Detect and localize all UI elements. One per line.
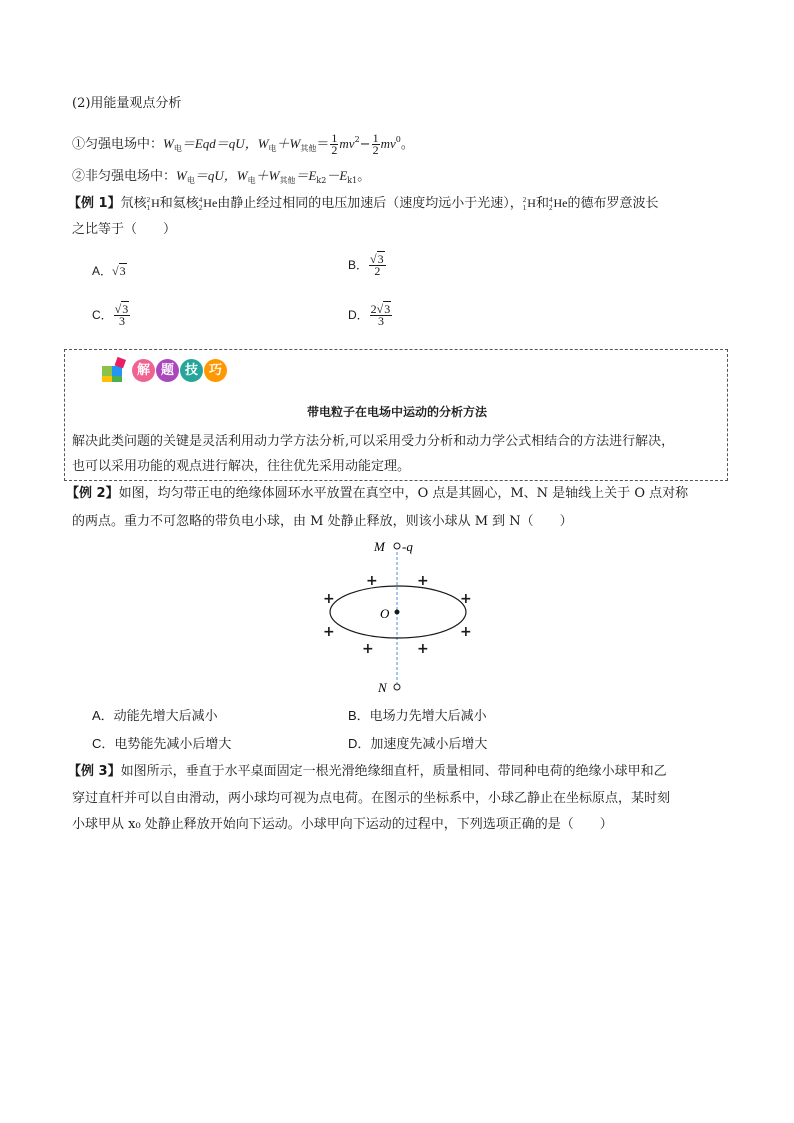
frac-den: 3 bbox=[118, 314, 125, 328]
he-mass: 4 bbox=[198, 195, 203, 204]
tip-char-qiao: 巧 bbox=[204, 359, 227, 382]
option-text: 动能先增大后减小 bbox=[113, 709, 218, 724]
label-charge: -q bbox=[402, 539, 413, 554]
option-label: A． bbox=[92, 264, 113, 278]
example1-option-c[interactable] bbox=[92, 304, 131, 327]
text-e: 的德布罗意波长 bbox=[567, 196, 659, 211]
radicand: 3 bbox=[377, 252, 384, 266]
sub-field: 电 bbox=[247, 176, 256, 185]
label-o: O bbox=[380, 606, 390, 621]
plus-sign: + bbox=[417, 641, 429, 657]
example1-option-b[interactable] bbox=[348, 254, 387, 277]
option-label: D． bbox=[348, 736, 371, 751]
section-heading: (2)用能量观点分析 bbox=[72, 96, 182, 111]
uniform-prefix: ①匀强电场中： bbox=[72, 137, 164, 152]
example3-line3: 小球甲从 x₀ 处静止释放开始向下运动。小球甲向下运动的过程中，下列选项正确的是（ ） bbox=[72, 817, 613, 832]
frac-den: 2 bbox=[374, 264, 381, 278]
option-d-fraction bbox=[370, 304, 393, 327]
radicand: 3 bbox=[384, 302, 391, 316]
option-label: D． bbox=[348, 308, 369, 322]
example3-line2: 穿过直杆并可以自由滑动，两小球均可视为点电荷。在图示的坐标系中，小球乙静止在坐标原点，某时刻 bbox=[72, 791, 671, 806]
sub-field: 电 bbox=[186, 176, 195, 185]
plus-sign: + bbox=[417, 573, 429, 589]
sub-other: 其他 bbox=[300, 144, 317, 153]
nucleus-he: He bbox=[203, 196, 218, 210]
frac-num: 1 bbox=[372, 131, 379, 145]
minus: − bbox=[359, 137, 371, 152]
text-a: 氘核 bbox=[120, 196, 147, 211]
eq-part-3: ＝ bbox=[316, 137, 330, 152]
eq-part-1: ＝qU， bbox=[194, 168, 237, 183]
plus-sign: + bbox=[366, 573, 378, 589]
he-z: 2 bbox=[548, 203, 553, 212]
example2-option-b[interactable] bbox=[348, 705, 487, 724]
example2-tag: 【例 2】 bbox=[66, 486, 119, 501]
he-mass: 4 bbox=[548, 195, 553, 204]
sqrt-3: √3 bbox=[376, 302, 391, 316]
nonuniform-field-formula bbox=[72, 166, 370, 191]
eq-part-1: ＝Eqd＝qU， bbox=[181, 136, 258, 151]
he-z: 2 bbox=[198, 203, 203, 212]
option-c-fraction bbox=[114, 304, 131, 327]
h-mass: 2 bbox=[146, 195, 151, 204]
nucleus-h: H bbox=[151, 196, 160, 210]
plus-sign: + bbox=[323, 624, 335, 640]
coefficient: 2 bbox=[370, 302, 377, 316]
nucleus-h: H bbox=[527, 196, 536, 210]
h-z: 1 bbox=[146, 203, 151, 212]
option-label: B． bbox=[348, 708, 370, 723]
isotope-he bbox=[549, 196, 553, 212]
plus-sign: + bbox=[323, 591, 335, 607]
option-label: B． bbox=[348, 258, 369, 272]
text-c: 由静止经过相同的电压加速后（速度均远小于光速）， bbox=[217, 196, 523, 211]
option-label: C． bbox=[92, 308, 113, 322]
radicand: 3 bbox=[122, 302, 129, 316]
text-b: 和氦核 bbox=[159, 196, 199, 211]
example2-option-d[interactable] bbox=[348, 733, 487, 752]
radicand: 3 bbox=[119, 264, 126, 278]
exp-2: 2 bbox=[354, 135, 360, 144]
tip-char-ji: 技 bbox=[180, 359, 203, 382]
option-text: 电势能先减小后增大 bbox=[114, 737, 232, 752]
eq-part-2: ＋W bbox=[276, 136, 301, 151]
sub-field: 电 bbox=[173, 144, 182, 153]
text-d: 和 bbox=[535, 196, 549, 211]
option-text: 加速度先减小后增大 bbox=[370, 737, 488, 752]
label-n: N bbox=[378, 680, 387, 695]
example2-line2: 的两点。重力不可忽略的带负电小球，由 M 处静止释放，则该小球从 M 到 N（ ） bbox=[72, 514, 573, 529]
frac-num: 1 bbox=[331, 131, 338, 145]
frac-den: 2 bbox=[372, 143, 379, 157]
tip-header bbox=[100, 354, 228, 386]
sub-field: 电 bbox=[268, 144, 277, 153]
w-symbol: W bbox=[176, 168, 187, 183]
tip-title: 带电粒子在电场中运动的分析方法 bbox=[306, 405, 487, 419]
isotope-h bbox=[523, 196, 527, 212]
option-label: C． bbox=[92, 736, 115, 751]
exp-0: 0 bbox=[395, 135, 401, 144]
isotope-h bbox=[147, 196, 151, 212]
example2-option-a[interactable] bbox=[92, 705, 218, 724]
sub-other: 其他 bbox=[279, 176, 296, 185]
isotope-he bbox=[199, 196, 203, 212]
point-m-marker bbox=[394, 543, 400, 549]
plus-sign: + bbox=[460, 591, 472, 607]
puzzle-icon bbox=[100, 356, 132, 384]
w-symbol: W bbox=[163, 136, 174, 151]
half-fraction bbox=[372, 133, 380, 156]
frac-den: 2 bbox=[331, 143, 338, 157]
nonuniform-prefix: ②非匀强电场中： bbox=[72, 169, 177, 184]
sqrt-3: √3 bbox=[112, 264, 126, 278]
half-fraction bbox=[330, 133, 338, 156]
example2-line1 bbox=[66, 484, 688, 504]
plus-sign: + bbox=[460, 624, 472, 640]
mv-term: mv bbox=[339, 136, 355, 151]
period: 。 bbox=[357, 169, 371, 184]
frac-den: 3 bbox=[377, 314, 384, 328]
h-mass: 2 bbox=[522, 195, 527, 204]
sub-k1: k1 bbox=[347, 176, 358, 185]
sqrt-3: √3 bbox=[114, 302, 129, 316]
label-m: M bbox=[374, 539, 385, 554]
uniform-field-formula bbox=[72, 130, 414, 159]
tip-char-ti: 题 bbox=[156, 359, 179, 382]
nucleus-he: He bbox=[553, 196, 568, 210]
period: 。 bbox=[400, 137, 414, 152]
example3-tag: 【例 3】 bbox=[68, 764, 121, 779]
option-label: A． bbox=[92, 708, 114, 723]
example2-option-c[interactable] bbox=[92, 733, 231, 752]
eq-part-3: ＝E bbox=[295, 168, 317, 183]
mv0-term: mv bbox=[380, 136, 396, 151]
example3-text1: 如图所示，垂直于水平桌面固定一根光滑绝缘细直杆，质量相同、带同种电荷的绝缘小球甲和乙 bbox=[120, 764, 667, 779]
ring-figure bbox=[300, 532, 500, 702]
eq-part-4: －E bbox=[326, 168, 348, 183]
center-o-dot bbox=[395, 610, 400, 615]
option-text: 电场力先增大后减小 bbox=[369, 709, 487, 724]
w-symbol: W bbox=[257, 136, 269, 151]
example1-option-d[interactable] bbox=[348, 304, 393, 327]
h-z: 1 bbox=[522, 203, 527, 212]
tip-line2: 也可以采用功能的观点进行解决，往往优先采用动能定理。 bbox=[72, 459, 411, 474]
example1-option-a[interactable] bbox=[92, 262, 127, 279]
example3-line1 bbox=[68, 762, 667, 782]
sqrt-3: √3 bbox=[370, 252, 384, 266]
tip-char-jie: 解 bbox=[132, 359, 155, 382]
eq-part-2: ＋W bbox=[255, 168, 280, 183]
point-n-marker bbox=[394, 684, 400, 690]
example1-line1 bbox=[68, 193, 659, 214]
plus-sign: + bbox=[362, 641, 374, 657]
example1-line2: 之比等于（ ） bbox=[72, 222, 177, 237]
option-b-fraction bbox=[369, 254, 386, 277]
tip-line1: 解决此类问题的关键是灵活利用动力学方法分析,可以采用受力分析和动力学公式相结合的方法进行解决， bbox=[72, 434, 675, 449]
example1-tag: 【例 1】 bbox=[68, 196, 121, 211]
w-symbol: W bbox=[236, 168, 248, 183]
example2-text1: 如图，均匀带正电的绝缘体圆环水平放置在真空中，O 点是其圆心，M、N 是轴线上关于 O 点对称 bbox=[118, 486, 689, 501]
sub-k2: k2 bbox=[316, 176, 327, 185]
